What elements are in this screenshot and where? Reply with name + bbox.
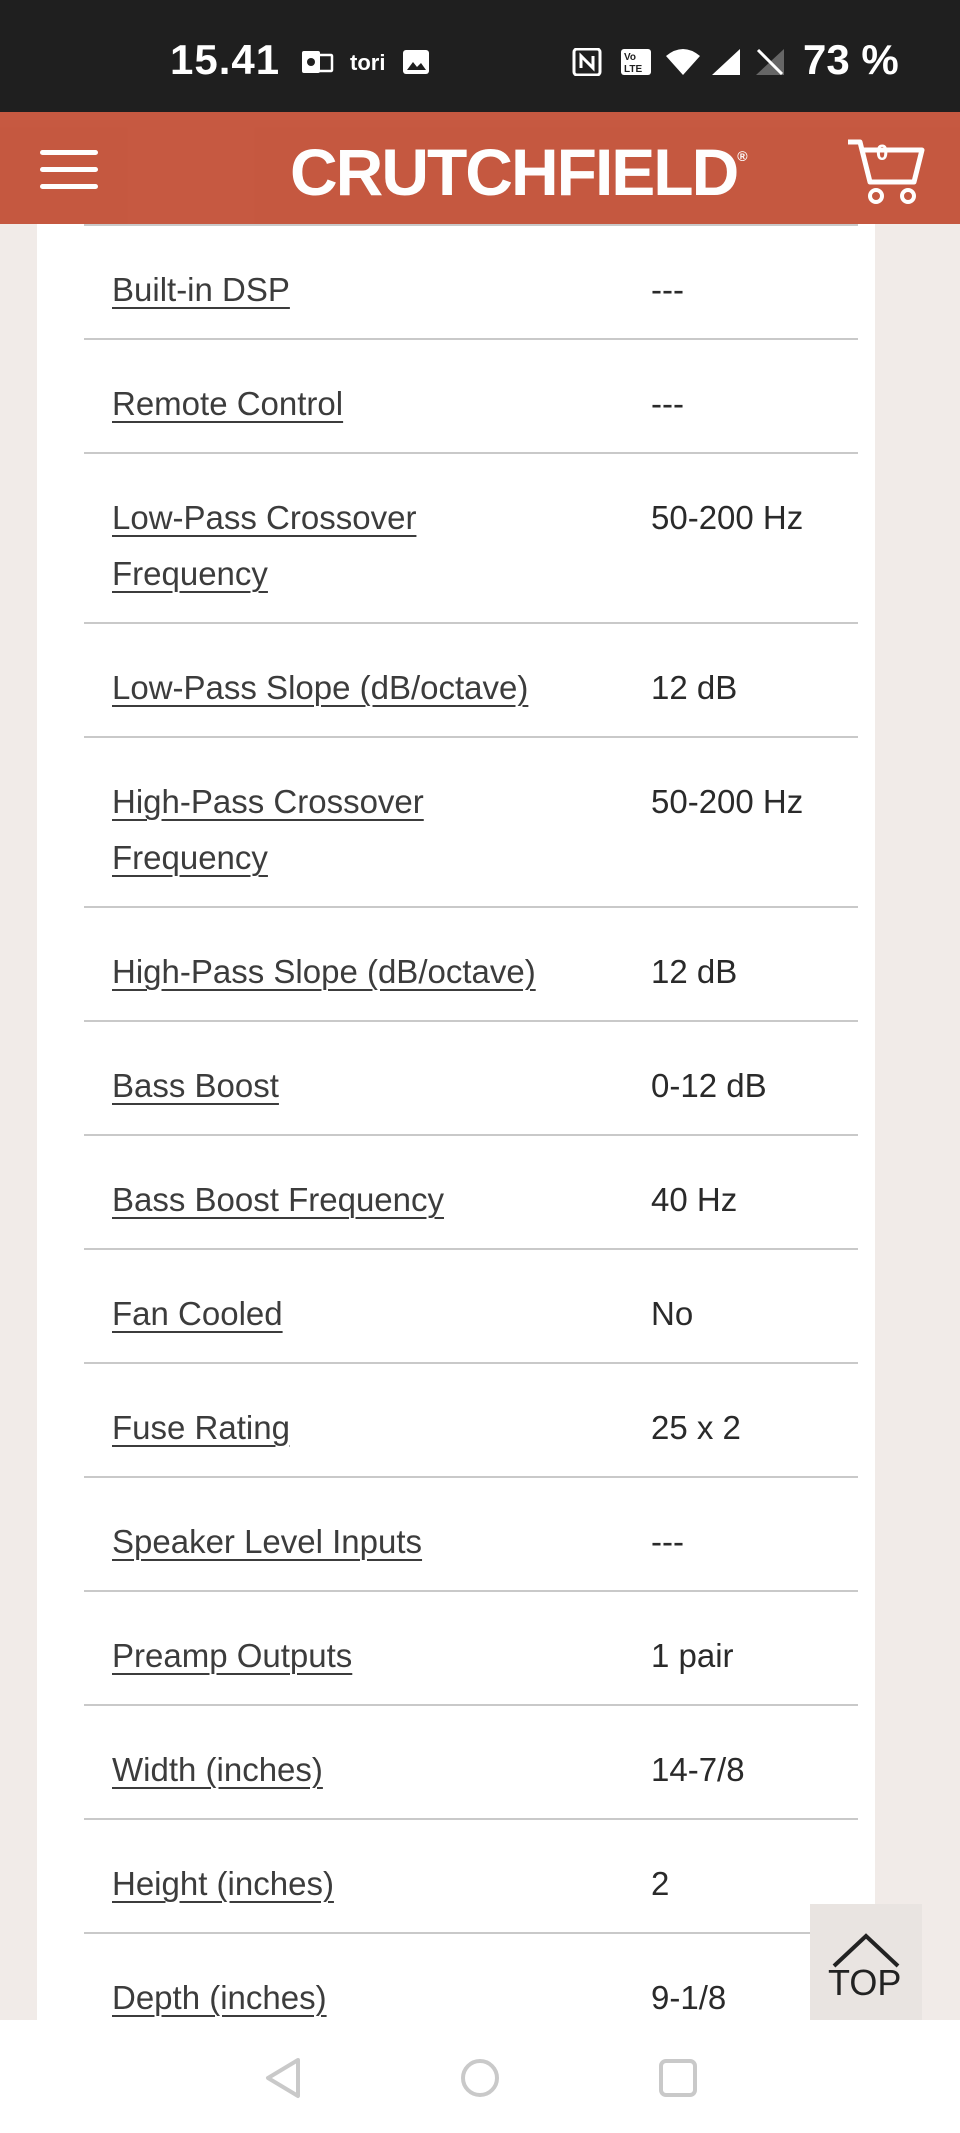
- spec-row: [84, 1706, 858, 1820]
- spec-row: [84, 908, 858, 1022]
- spec-row: [84, 454, 858, 624]
- cart-button[interactable]: [846, 136, 926, 208]
- svg-text:Vo: Vo: [624, 52, 637, 63]
- spec-row: [84, 1136, 858, 1250]
- spec-value: 0-12 dB: [651, 1067, 767, 1104]
- outlook-notification-icon: [300, 48, 334, 76]
- spec-label[interactable]: Bass Boost: [112, 1067, 279, 1104]
- spec-label[interactable]: Height (inches): [112, 1865, 334, 1902]
- specs-card: [37, 224, 875, 2020]
- back-to-top-label: TOP: [828, 1962, 902, 2003]
- spec-row: [84, 738, 858, 908]
- svg-text:LTE: LTE: [624, 64, 643, 75]
- nfc-icon: [572, 48, 602, 76]
- crutchfield-logo[interactable]: CRUTCHFIELD®: [290, 135, 748, 209]
- cart-count: 0: [876, 140, 889, 165]
- android-nav-bar: [0, 2020, 960, 2133]
- signal-icon: [710, 48, 742, 76]
- spec-value: ---: [651, 1523, 684, 1560]
- spec-label[interactable]: Preamp Outputs: [112, 1637, 353, 1674]
- spec-row: [84, 1820, 858, 1934]
- spec-value: 1 pair: [651, 1637, 734, 1674]
- no-signal-icon: [754, 48, 786, 76]
- spec-label[interactable]: Speaker Level Inputs: [112, 1523, 423, 1560]
- spec-value: 9-1/8: [651, 1979, 727, 2016]
- spec-row: [84, 1250, 858, 1364]
- spec-value: ---: [651, 385, 684, 422]
- spec-value: 50-200 Hz: [651, 499, 804, 536]
- tori-notification-icon: tori: [350, 50, 386, 75]
- spec-row: [84, 340, 858, 454]
- spec-label[interactable]: Low-Pass Crossover Frequency: [112, 499, 417, 592]
- spec-label[interactable]: Built-in DSP: [112, 271, 290, 308]
- battery-percent: 73 %: [803, 36, 899, 83]
- home-nav-icon[interactable]: [458, 2056, 502, 2100]
- back-to-top-button[interactable]: [810, 1904, 922, 2020]
- image-notification-icon: [402, 48, 430, 76]
- back-nav-icon[interactable]: [262, 2056, 306, 2100]
- spec-value: 14-7/8: [651, 1751, 745, 1788]
- specs-table: [84, 224, 858, 2020]
- spec-label[interactable]: High-Pass Crossover Frequency: [112, 783, 424, 876]
- volte-icon: [620, 48, 652, 76]
- spec-row: [84, 1592, 858, 1706]
- spec-value: No: [651, 1295, 694, 1332]
- spec-value: 25 x 2: [651, 1409, 741, 1446]
- site-header: [0, 112, 960, 224]
- spec-value: 12 dB: [651, 953, 738, 990]
- spec-row: [84, 1934, 858, 2020]
- recents-nav-icon[interactable]: [656, 2056, 700, 2100]
- hamburger-menu-icon[interactable]: [40, 150, 98, 190]
- spec-row: [84, 1022, 858, 1136]
- wifi-icon: [664, 48, 702, 76]
- spec-row: [84, 624, 858, 738]
- spec-row: [84, 1478, 858, 1592]
- spec-value: 40 Hz: [651, 1181, 738, 1218]
- status-time: 15.41: [170, 36, 281, 83]
- spec-value: 2: [651, 1865, 670, 1902]
- spec-label[interactable]: Width (inches): [112, 1751, 323, 1788]
- spec-label[interactable]: Low-Pass Slope (dB/octave): [112, 669, 529, 706]
- spec-label[interactable]: Remote Control: [112, 385, 344, 422]
- spec-label[interactable]: Bass Boost Frequency: [112, 1181, 444, 1218]
- spec-label[interactable]: Depth (inches): [112, 1979, 327, 2016]
- spec-value: 50-200 Hz: [651, 783, 804, 820]
- spec-row: [84, 226, 858, 340]
- spec-row: [84, 1364, 858, 1478]
- spec-label[interactable]: Fuse Rating: [112, 1409, 290, 1446]
- spec-label[interactable]: Fan Cooled: [112, 1295, 283, 1332]
- spec-label[interactable]: High-Pass Slope (dB/octave): [112, 953, 536, 990]
- status-bar: [0, 0, 960, 112]
- spec-value: 12 dB: [651, 669, 738, 706]
- spec-value: ---: [651, 271, 684, 308]
